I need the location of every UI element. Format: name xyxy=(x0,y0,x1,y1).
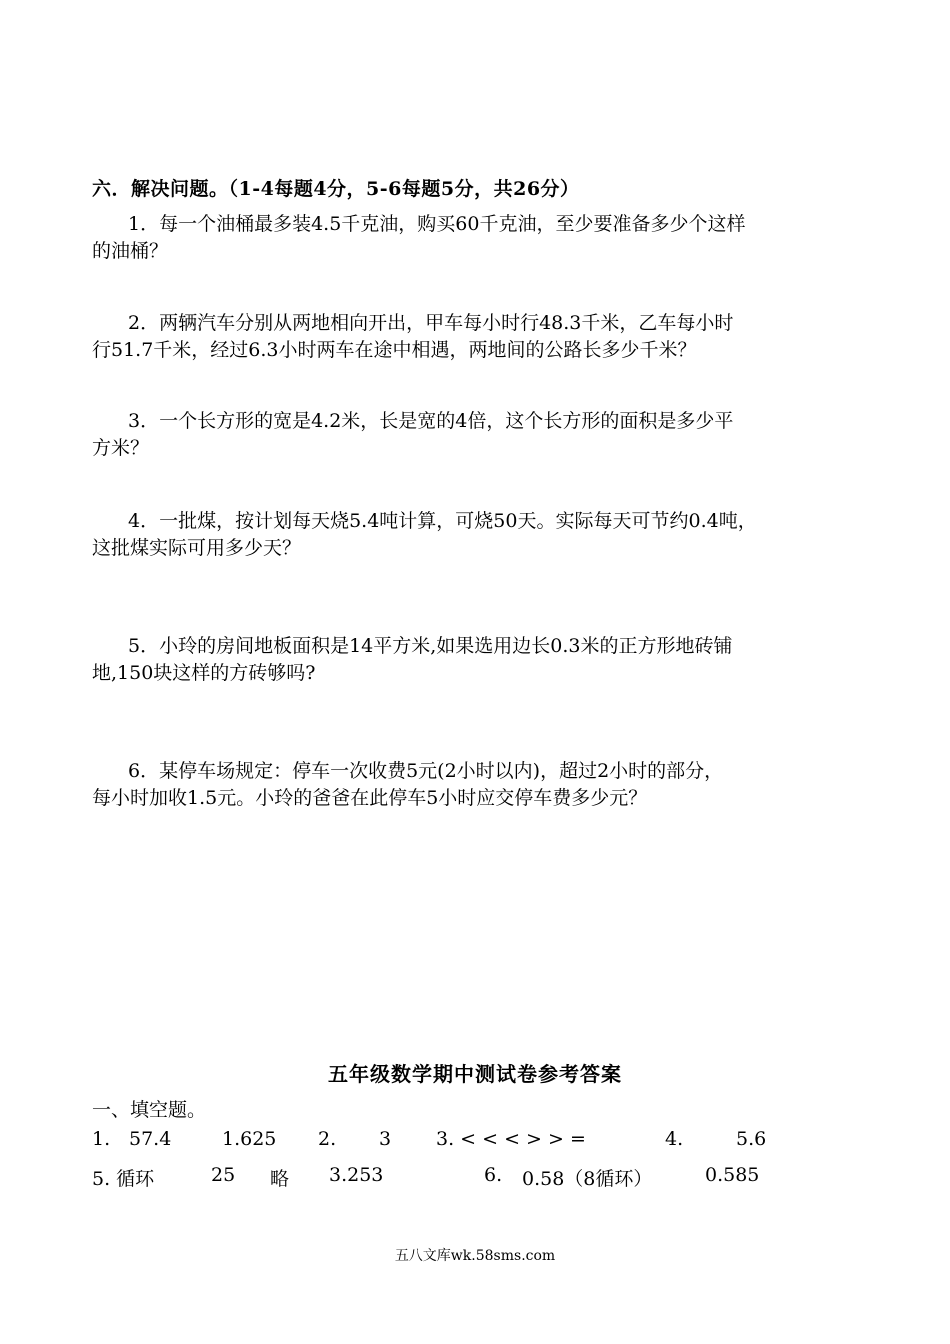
answer-cell: 4. xyxy=(665,1128,684,1150)
question-line: 5．小玲的房间地板面积是14平方米,如果选用边长0.3米的正方形地砖铺 xyxy=(128,635,733,657)
section-title: 六．解决问题。（1-4每题4分，5-6每题5分，共26分） xyxy=(92,178,580,200)
footer-watermark: 五八文库wk.58sms.com xyxy=(394,1248,556,1264)
answer-cell: 25 xyxy=(211,1164,236,1186)
question-4 xyxy=(92,508,882,562)
question-3 xyxy=(92,408,882,462)
answer-cell: 略 xyxy=(270,1168,290,1190)
question-1 xyxy=(92,211,882,265)
answer-cell: 5.6 xyxy=(736,1128,767,1150)
answer-cell: 1.625 xyxy=(222,1128,277,1150)
answer-key-title: 五年级数学期中测试卷参考答案 xyxy=(328,1062,622,1086)
question-5 xyxy=(92,633,882,687)
question-6 xyxy=(92,758,882,812)
answer-cell: 1. xyxy=(92,1128,111,1150)
answer-cell: 6. xyxy=(484,1164,503,1186)
question-line: 每小时加收1.5元。小玲的爸爸在此停车5小时应交停车费多少元？ xyxy=(92,787,648,809)
question-line: 行51.7千米，经过6.3小时两车在途中相遇，两地间的公路长多少千米？ xyxy=(92,339,697,361)
question-line: 6．某停车场规定：停车一次收费5元(2小时以内)，超过2小时的部分， xyxy=(128,760,724,782)
answer-cell: 3 xyxy=(379,1128,392,1150)
answer-section-heading: 一、填空题。 xyxy=(92,1099,207,1121)
question-line: 这批煤实际可用多少天？ xyxy=(92,537,302,559)
answer-cell: 3.253 xyxy=(329,1164,384,1186)
answer-cell: 0.58（8循环） xyxy=(522,1168,653,1190)
question-line: 4．一批煤，按计划每天烧5.4吨计算，可烧50天。实际每天可节约0.4吨， xyxy=(128,510,757,532)
answer-cell: 2. xyxy=(318,1128,337,1150)
answer-cell: 3. < < < > > = xyxy=(436,1128,586,1150)
question-line: 地,150块这样的方砖够吗? xyxy=(92,662,316,684)
question-line: 方米？ xyxy=(92,437,150,459)
question-line: 2．两辆汽车分别从两地相向开出，甲车每小时行48.3千米，乙车每小时 xyxy=(128,312,734,334)
question-2 xyxy=(92,310,882,364)
question-line: 3．一个长方形的宽是4.2米，长是宽的4倍，这个长方形的面积是多少平 xyxy=(128,410,734,432)
answer-cell: 0.585 xyxy=(705,1164,760,1186)
question-line: 1．每一个油桶最多装4.5千克油，购买60千克油，至少要准备多少个这样 xyxy=(128,213,746,235)
question-line: 的油桶？ xyxy=(92,240,169,262)
answer-cell: 57.4 xyxy=(129,1128,172,1150)
answer-cell: 5. 循环 xyxy=(92,1168,155,1190)
